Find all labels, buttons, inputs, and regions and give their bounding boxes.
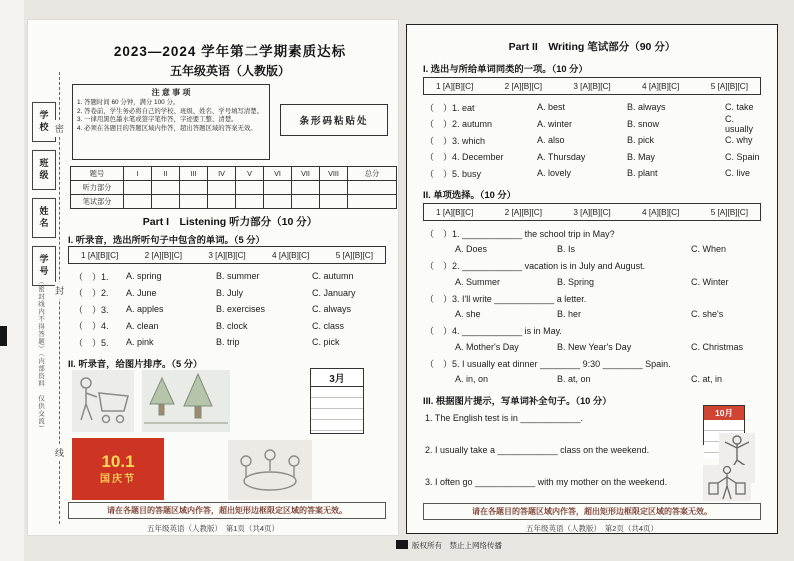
option-b: B. plant — [627, 168, 658, 179]
option-c: C. Spain — [725, 151, 760, 162]
question-row — [425, 165, 763, 182]
exam-page-2 — [406, 24, 778, 534]
question-number: （ ）5. — [74, 337, 109, 348]
answer-slot: 5 [A][B][C] — [335, 250, 373, 260]
dinner-table-icon — [228, 440, 312, 500]
score-header-cell: IV — [208, 167, 236, 181]
shopping-bags-icon — [703, 465, 751, 501]
option-c: C. always — [312, 304, 352, 315]
answer-grid-writing-1 — [423, 77, 761, 95]
score-cell-empty — [152, 195, 180, 209]
score-header-cell: VIII — [320, 167, 348, 181]
notice-item: 1. 答题时间 60 分钟，满分 100 分。 — [77, 99, 180, 106]
option-b: B. her — [557, 309, 582, 320]
family-dinner-image — [228, 440, 312, 500]
fill-blank-item: 2. I usually take a ____________ class on the weekend. — [425, 445, 650, 455]
shopping-cart-icon — [72, 370, 134, 432]
question-number: （ ）3. — [74, 304, 109, 315]
option-a: A. best — [537, 102, 566, 113]
option-a: A. Does — [455, 244, 488, 255]
fill-blank-item: 3. I often go ____________ with my mother on the weekend. — [425, 477, 668, 487]
option-a: A. pink — [126, 337, 154, 348]
page2-footer: 五年级英语（人教版） 第2页（共4页） — [525, 524, 659, 533]
scan-edge-strip — [0, 0, 24, 561]
option-a: A. spring — [126, 271, 162, 282]
listening-score-row — [71, 181, 397, 195]
option-b: B. exercises — [216, 304, 266, 315]
writing-section3-title: III. 根据图片提示，写单词补全句子。（10 分） — [423, 396, 612, 406]
answer-slot: 2 [A][B][C] — [504, 81, 542, 91]
option-b: B. New Year's Day — [557, 341, 632, 352]
score-header-cell: V — [236, 167, 264, 181]
question-number: （ ）1. — [74, 271, 109, 282]
answer-slot: 1 [A][B][C] — [81, 250, 119, 260]
option-c: C. Christmas — [691, 341, 744, 352]
seal-char-xian: 线 — [55, 444, 64, 461]
option-c: C. pick — [312, 337, 340, 348]
exam-title: 2023—2024 学年第二学期素质达标 — [113, 44, 347, 59]
trees-icon — [142, 370, 230, 432]
question-word: （ ）5. busy — [425, 168, 482, 179]
question-word: （ ）2. autumn — [425, 119, 493, 130]
question-row — [425, 113, 763, 134]
answer-slot: 1 [A][B][C] — [436, 81, 474, 91]
notice-item: 2. 答卷前，学生务必将自己的学校、班级、姓名、学号填写清楚。 — [77, 107, 264, 115]
option-b: B. snow — [627, 118, 660, 129]
part1-heading: Part I Listening 听力部分（10 分） — [142, 216, 318, 228]
copyright-note: 版权所有 禁止上网络传播 — [412, 541, 502, 550]
option-a: A. she — [455, 309, 481, 320]
seal-char-mi: 密 — [55, 120, 64, 137]
score-header-cell: 题号 — [71, 167, 124, 181]
score-cell-empty — [348, 181, 397, 195]
seal-char-feng: 封 — [55, 282, 64, 299]
seal-note-vertical: （密封线内不得答题）（内部资料 仅供交流） — [37, 278, 44, 433]
answer-slot: 3 [A][B][C] — [208, 250, 246, 260]
score-cell-empty — [292, 195, 320, 209]
score-header-cell: I — [124, 167, 152, 181]
class-field-label: 班级 — [32, 150, 56, 190]
option-a: A. lovely — [537, 168, 572, 179]
shopping-cart-image — [72, 370, 134, 432]
barcode-label: 条形码粘贴处 — [299, 116, 369, 127]
score-cell-empty — [124, 181, 152, 195]
exam-subtitle: 五年级英语（人教版） — [169, 64, 290, 78]
option-b: B. clock — [216, 320, 248, 331]
multiple-choice-question-list — [425, 225, 765, 388]
option-c: C. autumn — [312, 271, 354, 282]
question-stem: （ ）1. ____________ the school trip in May? — [425, 228, 615, 239]
option-a: A. apples — [126, 304, 164, 315]
calendar-grid — [311, 387, 363, 434]
option-b: B. Spring — [557, 276, 595, 287]
score-cell-empty — [180, 181, 208, 195]
score-table — [70, 166, 397, 209]
option-b: B. pick — [627, 135, 655, 146]
word-category-question-list — [425, 99, 763, 182]
answer-slot: 3 [A][B][C] — [573, 207, 611, 217]
option-a: A. also — [537, 135, 565, 146]
options-row — [425, 339, 765, 356]
score-cell-empty — [236, 181, 264, 195]
score-cell-empty — [124, 195, 152, 209]
question-word: （ ）3. which — [425, 135, 486, 146]
question-stem: （ ）3. I'll write ____________ a letter. — [425, 293, 587, 304]
page1-footer: 五年级英语（人教版） 第1页（共4页） — [146, 524, 280, 533]
writing-score-row — [71, 195, 397, 209]
exam-page-1 — [28, 20, 398, 535]
options-row — [425, 274, 765, 291]
option-b: B. trip — [216, 337, 240, 348]
national-day-label: 国庆节 — [100, 474, 136, 486]
score-cell-empty — [208, 181, 236, 195]
shopping-bags-image — [703, 465, 751, 501]
option-a: A. Mother's Day — [455, 341, 519, 352]
option-c: C. why — [725, 135, 753, 146]
option-c: C. take — [725, 102, 754, 113]
question-number: （ ）4. — [74, 321, 109, 332]
score-cell-empty — [208, 195, 236, 209]
answer-slot: 5 [A][B][C] — [710, 207, 748, 217]
answer-slot: 5 [A][B][C] — [710, 81, 748, 91]
answer-area-warning — [423, 503, 761, 520]
score-header-cell: III — [180, 167, 208, 181]
national-day-image — [72, 438, 164, 500]
score-header-cell: II — [152, 167, 180, 181]
student-id-field-label: 学号 — [32, 246, 56, 286]
notice-box — [72, 84, 270, 160]
options-row — [425, 371, 765, 388]
score-cell-empty — [264, 195, 292, 209]
option-a: A. Thursday — [537, 151, 586, 162]
answer-slot: 4 [A][B][C] — [642, 207, 680, 217]
score-cell-empty — [236, 195, 264, 209]
question-row — [74, 301, 388, 318]
score-header-cell: VII — [292, 167, 320, 181]
options-row — [425, 241, 765, 258]
option-c: C. live — [725, 168, 751, 179]
options-row — [425, 306, 765, 323]
score-header-cell: VI — [264, 167, 292, 181]
option-c: C. at, in — [691, 374, 723, 385]
score-cell-empty — [292, 181, 320, 195]
school-field-label: 学校 — [32, 102, 56, 142]
question-row — [425, 132, 763, 149]
score-header-cell: 总分 — [348, 167, 397, 181]
calendar-march-label: 3月 — [311, 369, 363, 387]
option-b: B. July — [216, 287, 244, 298]
option-c: C. When — [691, 244, 727, 255]
option-a: A. clean — [126, 320, 159, 331]
option-a: A. Summer — [455, 276, 501, 287]
question-stem: （ ）2. ____________ vacation is in July and August. — [425, 261, 646, 271]
section1-title: I. 听录音，选出所听句子中包含的单词。（5 分） — [68, 235, 265, 245]
question-row — [425, 99, 763, 116]
option-b: B. summer — [216, 271, 260, 282]
answer-slot: 2 [A][B][C] — [504, 207, 542, 217]
score-cell-empty — [180, 195, 208, 209]
option-a: A. June — [126, 287, 157, 298]
option-b: B. May — [627, 151, 656, 162]
answer-grid-listening — [68, 246, 386, 264]
answer-slot: 1 [A][B][C] — [436, 207, 474, 217]
row-label: 笔试部分 — [71, 195, 124, 209]
question-row — [74, 285, 388, 302]
part2-heading: Part II Writing 笔试部分（90 分） — [508, 41, 676, 53]
section2-title: II. 听录音，给图片排序。（5 分） — [68, 359, 203, 369]
option-c: C. January — [312, 287, 356, 298]
writing-section1-title: I. 选出与所给单词同类的一项。（10 分） — [423, 64, 588, 74]
registration-mark-bottom — [396, 540, 408, 549]
option-b: B. always — [627, 102, 666, 113]
park-trees-image — [142, 370, 230, 432]
national-day-date: 10.1 — [101, 451, 135, 471]
warning-text: 请在各题目的答题区域内作答，超出矩形边框限定区域的答案无效。 — [472, 507, 712, 516]
question-word: （ ）4. December — [425, 152, 504, 163]
option-b: B. at, on — [557, 374, 591, 385]
score-cell-empty — [320, 181, 348, 195]
answer-slot: 4 [A][B][C] — [642, 81, 680, 91]
question-row — [74, 334, 388, 351]
notice-item: 3. 一律用黑色墨水笔或签字笔作答，字迹要工整、清楚。 — [77, 116, 238, 124]
warning-text: 请在各题目的答题区域内作答，超出矩形边框限定区域的答案无效。 — [107, 506, 347, 515]
fill-blank-item: 1. The English test is in ____________. — [425, 413, 583, 423]
row-label: 听力部分 — [71, 181, 124, 195]
question-word: （ ）1. eat — [425, 102, 475, 113]
question-stem: （ ）4. ____________ is in May. — [425, 326, 562, 336]
option-b: B. Is — [557, 244, 576, 255]
question-row — [74, 318, 388, 335]
question-row — [425, 149, 763, 166]
option-a: A. in, on — [455, 374, 489, 385]
option-c: C. class — [312, 320, 345, 331]
score-cell-empty — [264, 181, 292, 195]
score-cell-empty — [152, 181, 180, 195]
question-number: （ ）2. — [74, 288, 109, 299]
option-c: C. usually — [725, 113, 754, 134]
question-stem: （ ）5. I usually eat dinner ________ 9:30 ________ Spain. — [425, 358, 671, 369]
calendar-october-label: 10月 — [704, 406, 744, 420]
writing-section2-title: II. 单项选择。（10 分） — [423, 190, 516, 200]
calendar-march-image — [310, 368, 364, 434]
answer-slot: 2 [A][B][C] — [144, 250, 182, 260]
notice-title: 注 意 事 项 — [151, 88, 191, 97]
score-cell-empty — [320, 195, 348, 209]
score-table-header-row — [71, 167, 397, 181]
option-a: A. winter — [537, 118, 573, 129]
listening-question-list — [74, 268, 388, 351]
barcode-paste-area — [280, 104, 388, 136]
option-c: C. Winter — [691, 276, 729, 287]
registration-mark-left — [0, 326, 7, 346]
option-c: C. she's — [691, 309, 724, 320]
notice-item: 4. 必须在各题目的答题区域内作答，超出答题区域的答案无效。 — [77, 124, 257, 132]
answer-grid-writing-2 — [423, 203, 761, 221]
answer-slot: 4 [A][B][C] — [272, 250, 310, 260]
name-field-label: 姓名 — [32, 198, 56, 238]
question-row — [74, 268, 388, 285]
answer-slot: 3 [A][B][C] — [573, 81, 611, 91]
score-cell-empty — [348, 195, 397, 209]
answer-area-warning — [68, 502, 386, 519]
